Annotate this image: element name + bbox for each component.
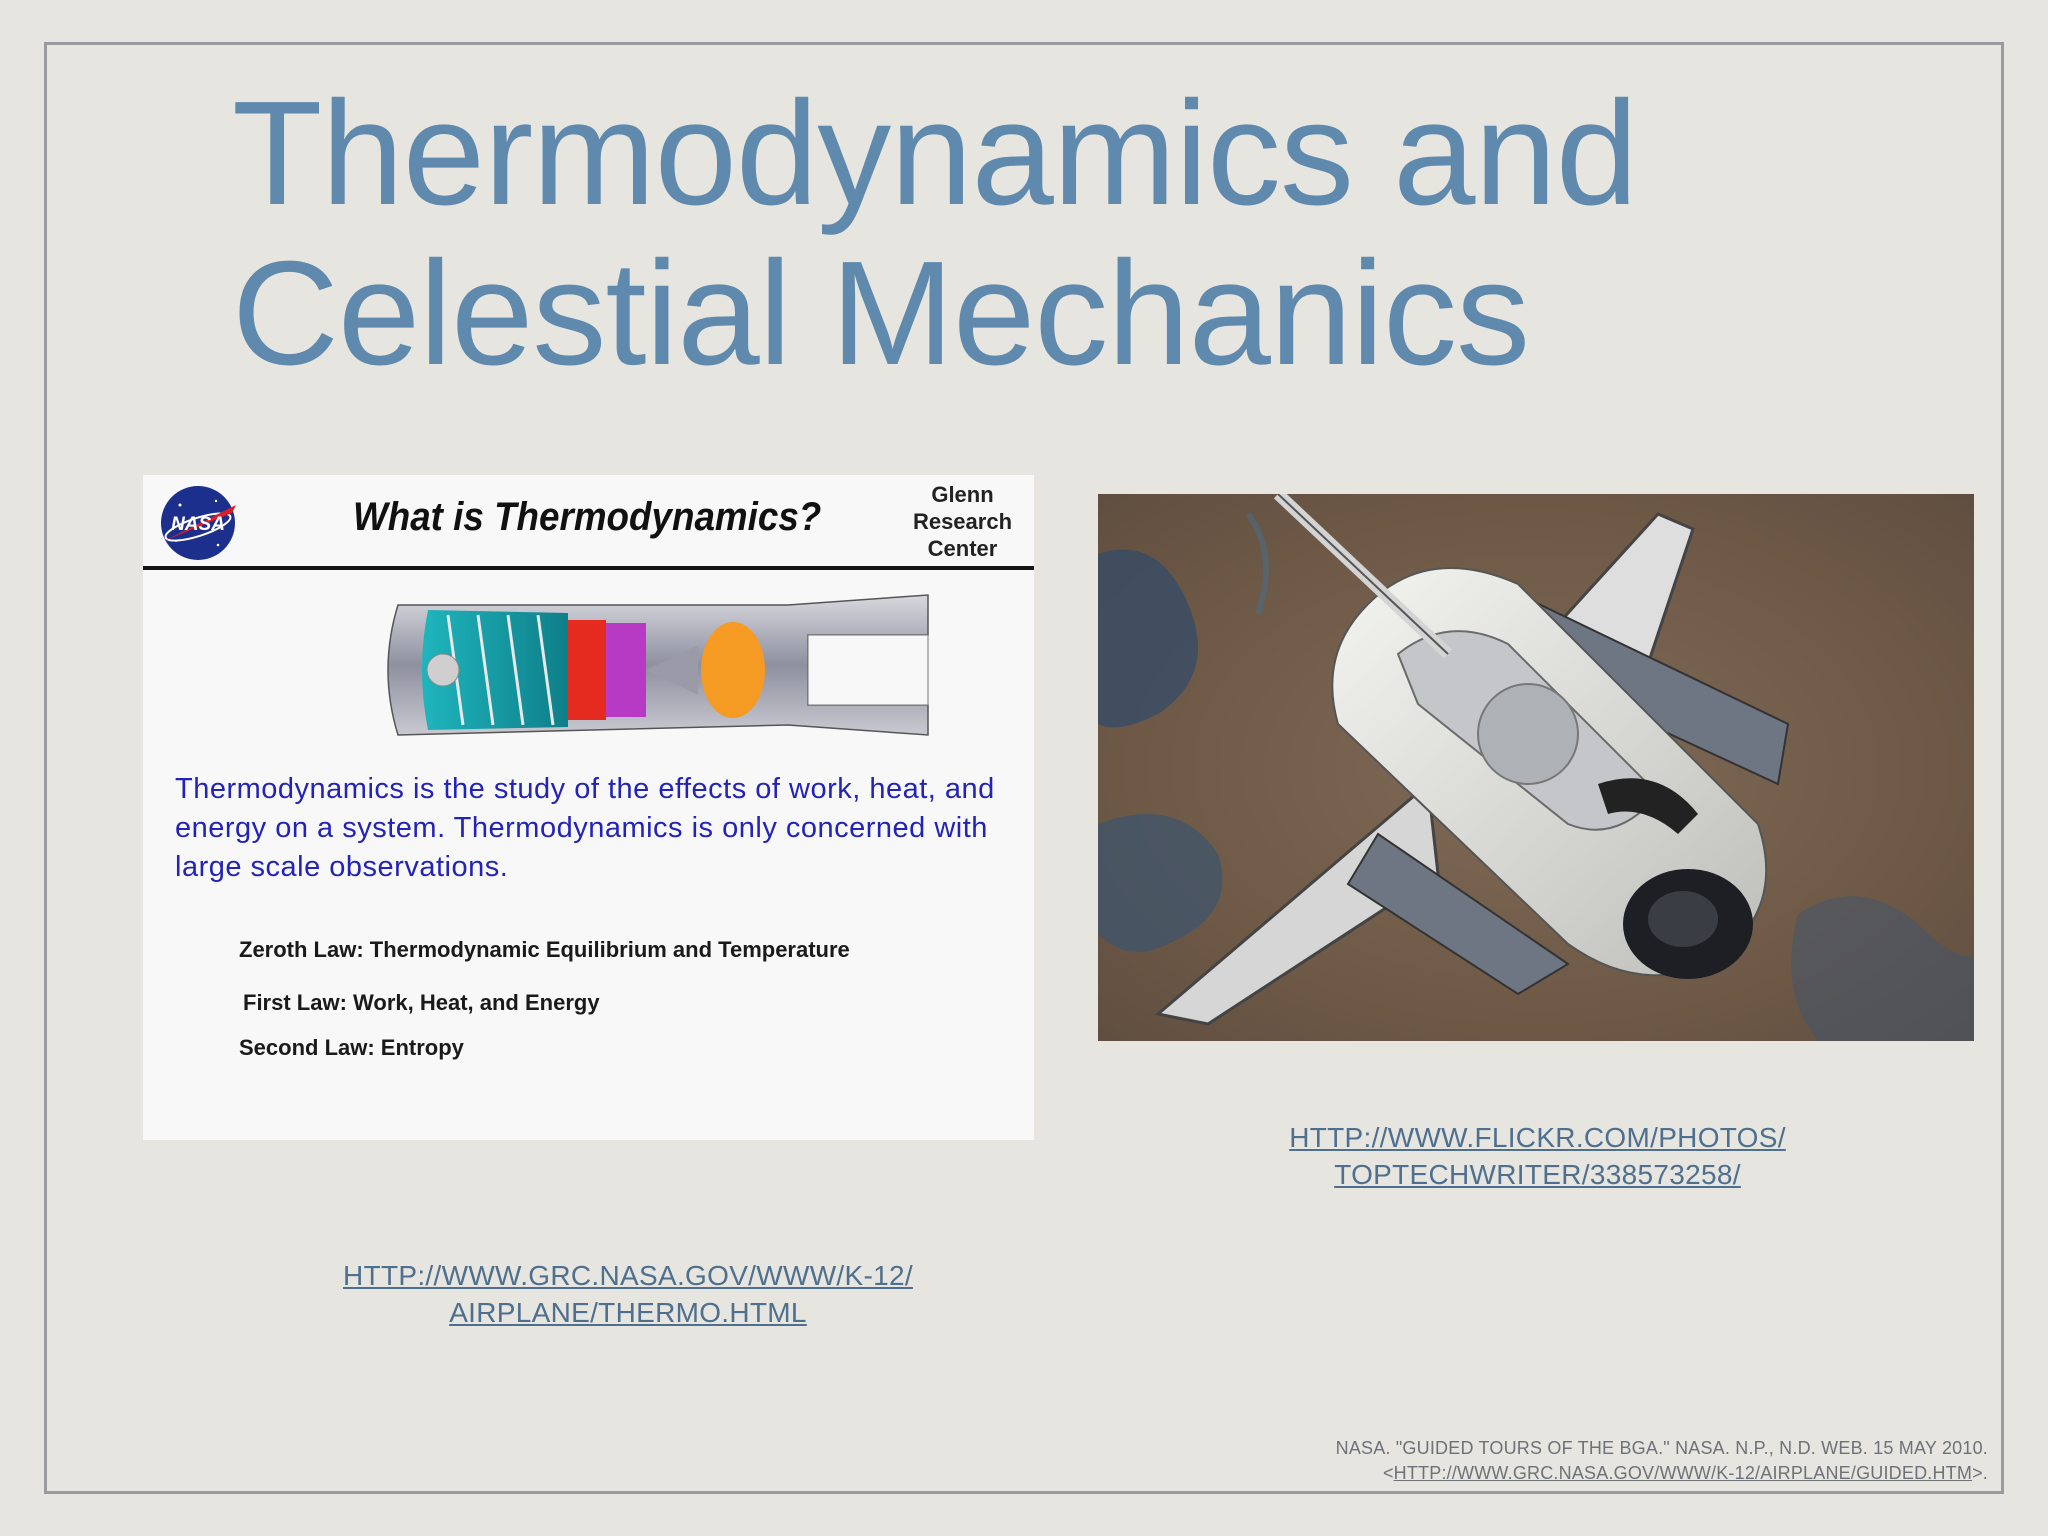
grc-link-line-1[interactable]: HTTP://WWW.GRC.NASA.GOV/WWW/K-12/: [343, 1260, 913, 1291]
nasa-thermodynamics-image: [143, 475, 1034, 1140]
title-line-1: Thermodynamics and: [232, 71, 1638, 236]
center-line-3: Center: [927, 536, 998, 561]
nasa-image-heading: What is Thermodynamics?: [353, 495, 822, 539]
citation-prefix: <: [1382, 1463, 1394, 1483]
grc-link-line-2[interactable]: AIRPLANE/THERMO.HTML: [449, 1297, 807, 1328]
nasa-image-header: [143, 475, 1034, 570]
title-line-2: Celestial Mechanics: [232, 231, 1530, 396]
zeroth-law-label: Zeroth Law: Thermodynamic Equilibrium and Temperature: [239, 937, 850, 962]
nasa-thermodynamics-description: Thermodynamics is the study of the effects of work, heat, and energy on a system. Thermodynamics is only concerned with large scale observations.: [175, 773, 995, 883]
nasa-logo: [158, 483, 238, 563]
citation: [1336, 1436, 1988, 1486]
second-law-label: Second Law: Entropy: [239, 1035, 464, 1060]
nasa-logo-text: NASA: [171, 514, 225, 535]
slide-title: [232, 71, 1638, 396]
citation-url-link[interactable]: HTTP://WWW.GRC.NASA.GOV/WWW/K-12/AIRPLANE/GUIDED.HTM: [1393, 1463, 1973, 1483]
flickr-link-line-1[interactable]: HTTP://WWW.FLICKR.COM/PHOTOS/: [1289, 1122, 1786, 1153]
flickr-photo-link[interactable]: [1200, 1119, 1875, 1193]
first-law-label: First Law: Work, Heat, and Energy: [243, 990, 600, 1015]
citation-line-2: [1336, 1461, 1988, 1486]
grc-nasa-link[interactable]: [258, 1257, 998, 1331]
jet-engine-illustration: [368, 585, 948, 755]
space-shuttle-photo: [1098, 494, 1974, 1041]
glenn-research-center-label: [895, 481, 1030, 562]
flickr-link-line-2[interactable]: TOPTECHWRITER/338573258/: [1334, 1159, 1741, 1190]
center-line-1: Glenn: [931, 482, 994, 507]
center-line-2: Research: [912, 509, 1013, 534]
citation-suffix: >.: [1972, 1463, 1988, 1483]
citation-line-1: NASA. "GUIDED TOURS OF THE BGA." NASA. N.P., N.D. WEB. 15 MAY 2010.: [1335, 1438, 1988, 1458]
